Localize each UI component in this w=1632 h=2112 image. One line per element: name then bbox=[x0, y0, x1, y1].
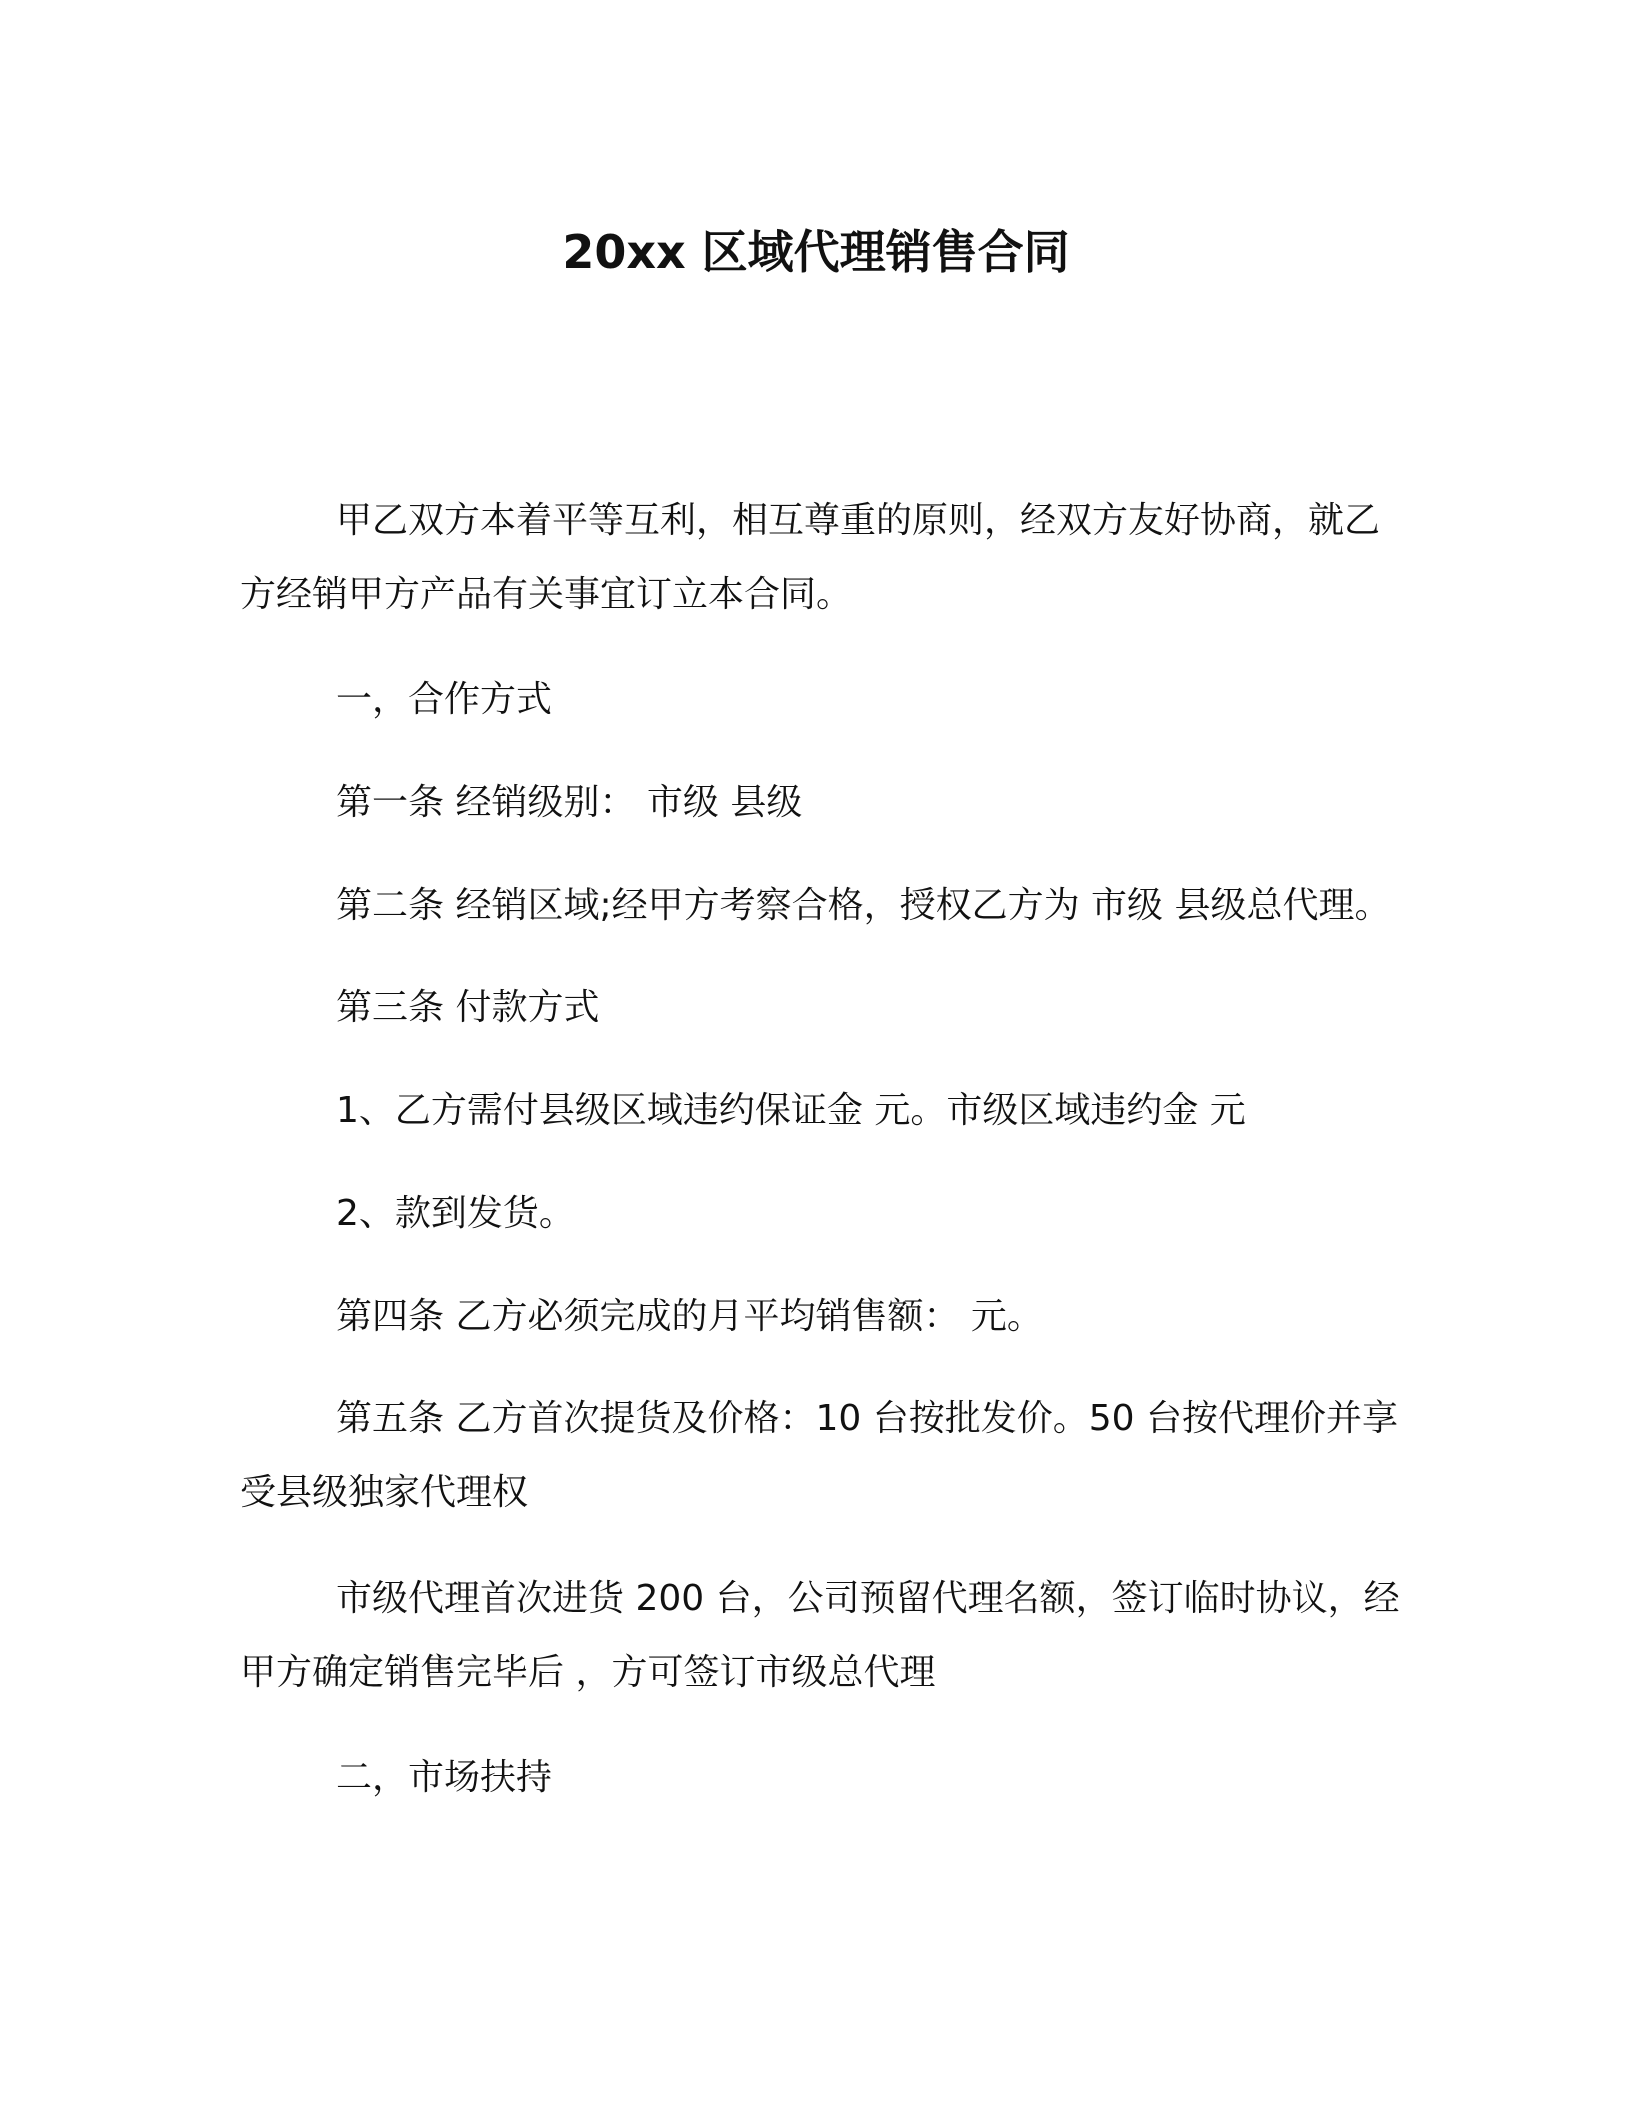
city-agent-note: 市级代理首次进货 200 台，公司预留代理名额，签订临时协议，经甲方确定销售完毕后 ，方可签订市级总代理 bbox=[240, 1578, 1400, 1693]
article-2: 第二条 经销区域;经甲方考察合格，授权乙方为 市级 县级总代理。 bbox=[336, 885, 1391, 926]
section-2-heading: 二，市场扶持 bbox=[336, 1757, 553, 1798]
article-1: 第一条 经销级别： 市级 县级 bbox=[336, 782, 803, 823]
article-3-item-2: 2、款到发货。 bbox=[336, 1193, 575, 1234]
section-1-heading: 一，合作方式 bbox=[336, 679, 553, 720]
article-3-item-1: 1、乙方需付县级区域违约保证金 元。市级区域违约金 元 bbox=[336, 1090, 1246, 1131]
article-5: 第五条 乙方首次提货及价格：10 台按批发价。50 台按代理价并享受县级独家代理权 bbox=[240, 1398, 1398, 1513]
intro-paragraph: 甲乙双方本着平等互利，相互尊重的原则，经双方友好协商，就乙方经销甲方产品有关事宜订立本合同。 bbox=[240, 500, 1381, 615]
article-4: 第四条 乙方必须完成的月平均销售额： 元。 bbox=[336, 1296, 1043, 1337]
document-title: 20xx 区域代理销售合同 bbox=[562, 225, 1070, 279]
article-3-heading: 第三条 付款方式 bbox=[336, 987, 600, 1028]
